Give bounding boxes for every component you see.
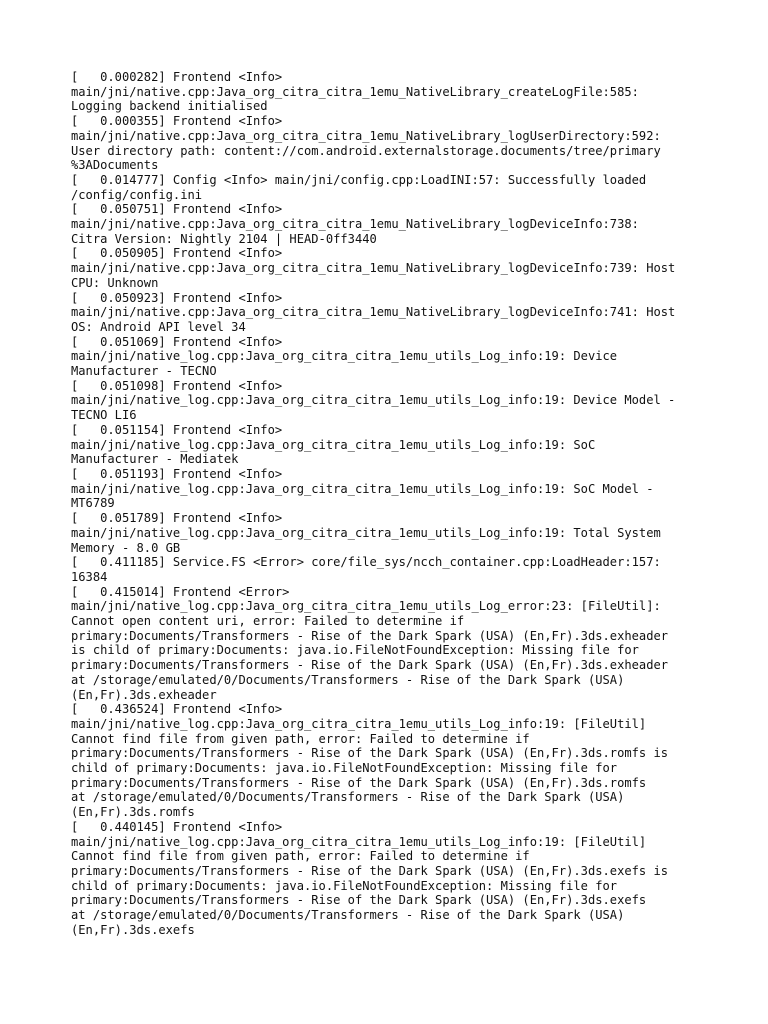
log-line: child of primary:Documents: java.io.FileNotFoundException: Missing file for <box>71 878 618 893</box>
log-line: (En,Fr).3ds.exefs <box>71 922 195 937</box>
log-line: main/jni/native_log.cpp:Java_org_citra_citra_1emu_utils_Log_info:19: SoC Model - <box>71 481 654 496</box>
log-line: at /storage/emulated/0/Documents/Transformers - Rise of the Dark Spark (USA) <box>71 790 625 805</box>
log-line: [ 0.000355] Frontend <Info> <box>71 114 283 129</box>
log-line: (En,Fr).3ds.exheader <box>71 687 217 702</box>
log-line: [ 0.051098] Frontend <Info> <box>71 378 283 393</box>
log-line: Manufacturer - Mediatek <box>71 452 239 467</box>
log-line: primary:Documents/Transformers - Rise of the Dark Spark (USA) (En,Fr).3ds.romfs <box>71 775 647 790</box>
log-line: main/jni/native.cpp:Java_org_citra_citra_1emu_NativeLibrary_logUserDirectory:592: <box>71 128 661 143</box>
log-line: main/jni/native.cpp:Java_org_citra_citra_1emu_NativeLibrary_logDeviceInfo:739: Host <box>71 261 676 276</box>
log-line: (En,Fr).3ds.romfs <box>71 805 195 820</box>
log-line: %3ADocuments <box>71 158 159 173</box>
log-line: at /storage/emulated/0/Documents/Transformers - Rise of the Dark Spark (USA) <box>71 908 625 923</box>
log-line: main/jni/native.cpp:Java_org_citra_citra_1emu_NativeLibrary_logDeviceInfo:738: <box>71 217 639 232</box>
log-line: CPU: Unknown <box>71 275 159 290</box>
log-line: [ 0.050905] Frontend <Info> <box>71 246 283 261</box>
log-line: at /storage/emulated/0/Documents/Transformers - Rise of the Dark Spark (USA) <box>71 672 625 687</box>
log-line: Cannot open content uri, error: Failed to determine if <box>71 614 465 629</box>
log-line: is child of primary:Documents: java.io.FileNotFoundException: Missing file for <box>71 643 639 658</box>
log-line: primary:Documents/Transformers - Rise of the Dark Spark (USA) (En,Fr).3ds.exefs is <box>71 863 669 878</box>
log-line: TECNO LI6 <box>71 408 137 423</box>
log-line: main/jni/native.cpp:Java_org_citra_citra_1emu_NativeLibrary_logDeviceInfo:741: Host <box>71 305 676 320</box>
log-line: Memory - 8.0 GB <box>71 540 181 555</box>
log-line: [ 0.411185] Service.FS <Error> core/file_sys/ncch_container.cpp:LoadHeader:157: <box>71 555 661 570</box>
log-line: child of primary:Documents: java.io.FileNotFoundException: Missing file for <box>71 761 618 776</box>
log-line: [ 0.051193] Frontend <Info> <box>71 466 283 481</box>
log-line: main/jni/native_log.cpp:Java_org_citra_citra_1emu_utils_Log_error:23: [FileUtil]: <box>71 599 661 614</box>
log-line: [ 0.051069] Frontend <Info> <box>71 334 283 349</box>
log-line: [ 0.051789] Frontend <Info> <box>71 511 283 526</box>
log-line: MT6789 <box>71 496 115 511</box>
log-line: [ 0.051154] Frontend <Info> <box>71 422 283 437</box>
log-line: main/jni/native_log.cpp:Java_org_citra_citra_1emu_utils_Log_info:19: Total System <box>71 525 661 540</box>
log-line: primary:Documents/Transformers - Rise of the Dark Spark (USA) (En,Fr).3ds.exheader <box>71 628 669 643</box>
log-line: [ 0.000282] Frontend <Info> <box>71 70 283 84</box>
log-line: main/jni/native.cpp:Java_org_citra_citra_1emu_NativeLibrary_createLogFile:585: <box>71 84 639 99</box>
log-line: main/jni/native_log.cpp:Java_org_citra_citra_1emu_utils_Log_info:19: Device Model - <box>71 393 676 408</box>
log-line: Citra Version: Nightly 2104 | HEAD-0ff3440 <box>71 231 377 246</box>
log-line: Logging backend initialised <box>71 99 268 114</box>
log-line: 16384 <box>71 569 108 584</box>
log-line: main/jni/native_log.cpp:Java_org_citra_citra_1emu_utils_Log_info:19: [FileUtil] <box>71 834 647 849</box>
log-line: OS: Android API level 34 <box>71 319 246 334</box>
log-line: main/jni/native_log.cpp:Java_org_citra_citra_1emu_utils_Log_info:19: [FileUtil] <box>71 716 647 731</box>
log-line: Manufacturer - TECNO <box>71 364 217 379</box>
log-line: [ 0.415014] Frontend <Error> <box>71 584 290 599</box>
log-line: primary:Documents/Transformers - Rise of the Dark Spark (USA) (En,Fr).3ds.exefs <box>71 893 647 908</box>
log-line: [ 0.436524] Frontend <Info> <box>71 702 283 717</box>
log-line: Cannot find file from given path, error: Failed to determine if <box>71 731 530 746</box>
log-line: primary:Documents/Transformers - Rise of the Dark Spark (USA) (En,Fr).3ds.romfs is <box>71 746 669 761</box>
log-line: [ 0.050751] Frontend <Info> <box>71 202 283 217</box>
log-line: User directory path: content://com.android.externalstorage.documents/tree/primary <box>71 143 661 158</box>
log-line: main/jni/native_log.cpp:Java_org_citra_citra_1emu_utils_Log_info:19: SoC <box>71 437 596 452</box>
log-output <box>71 70 711 937</box>
log-line: /config/config.ini <box>71 187 203 202</box>
log-line: [ 0.440145] Frontend <Info> <box>71 819 283 834</box>
log-line: [ 0.014777] Config <Info> main/jni/config.cpp:LoadINI:57: Successfully loaded <box>71 172 647 187</box>
log-line: main/jni/native_log.cpp:Java_org_citra_citra_1emu_utils_Log_info:19: Device <box>71 349 618 364</box>
log-line: [ 0.050923] Frontend <Info> <box>71 290 283 305</box>
log-line: Cannot find file from given path, error: Failed to determine if <box>71 849 530 864</box>
log-line: primary:Documents/Transformers - Rise of the Dark Spark (USA) (En,Fr).3ds.exheader <box>71 658 669 673</box>
